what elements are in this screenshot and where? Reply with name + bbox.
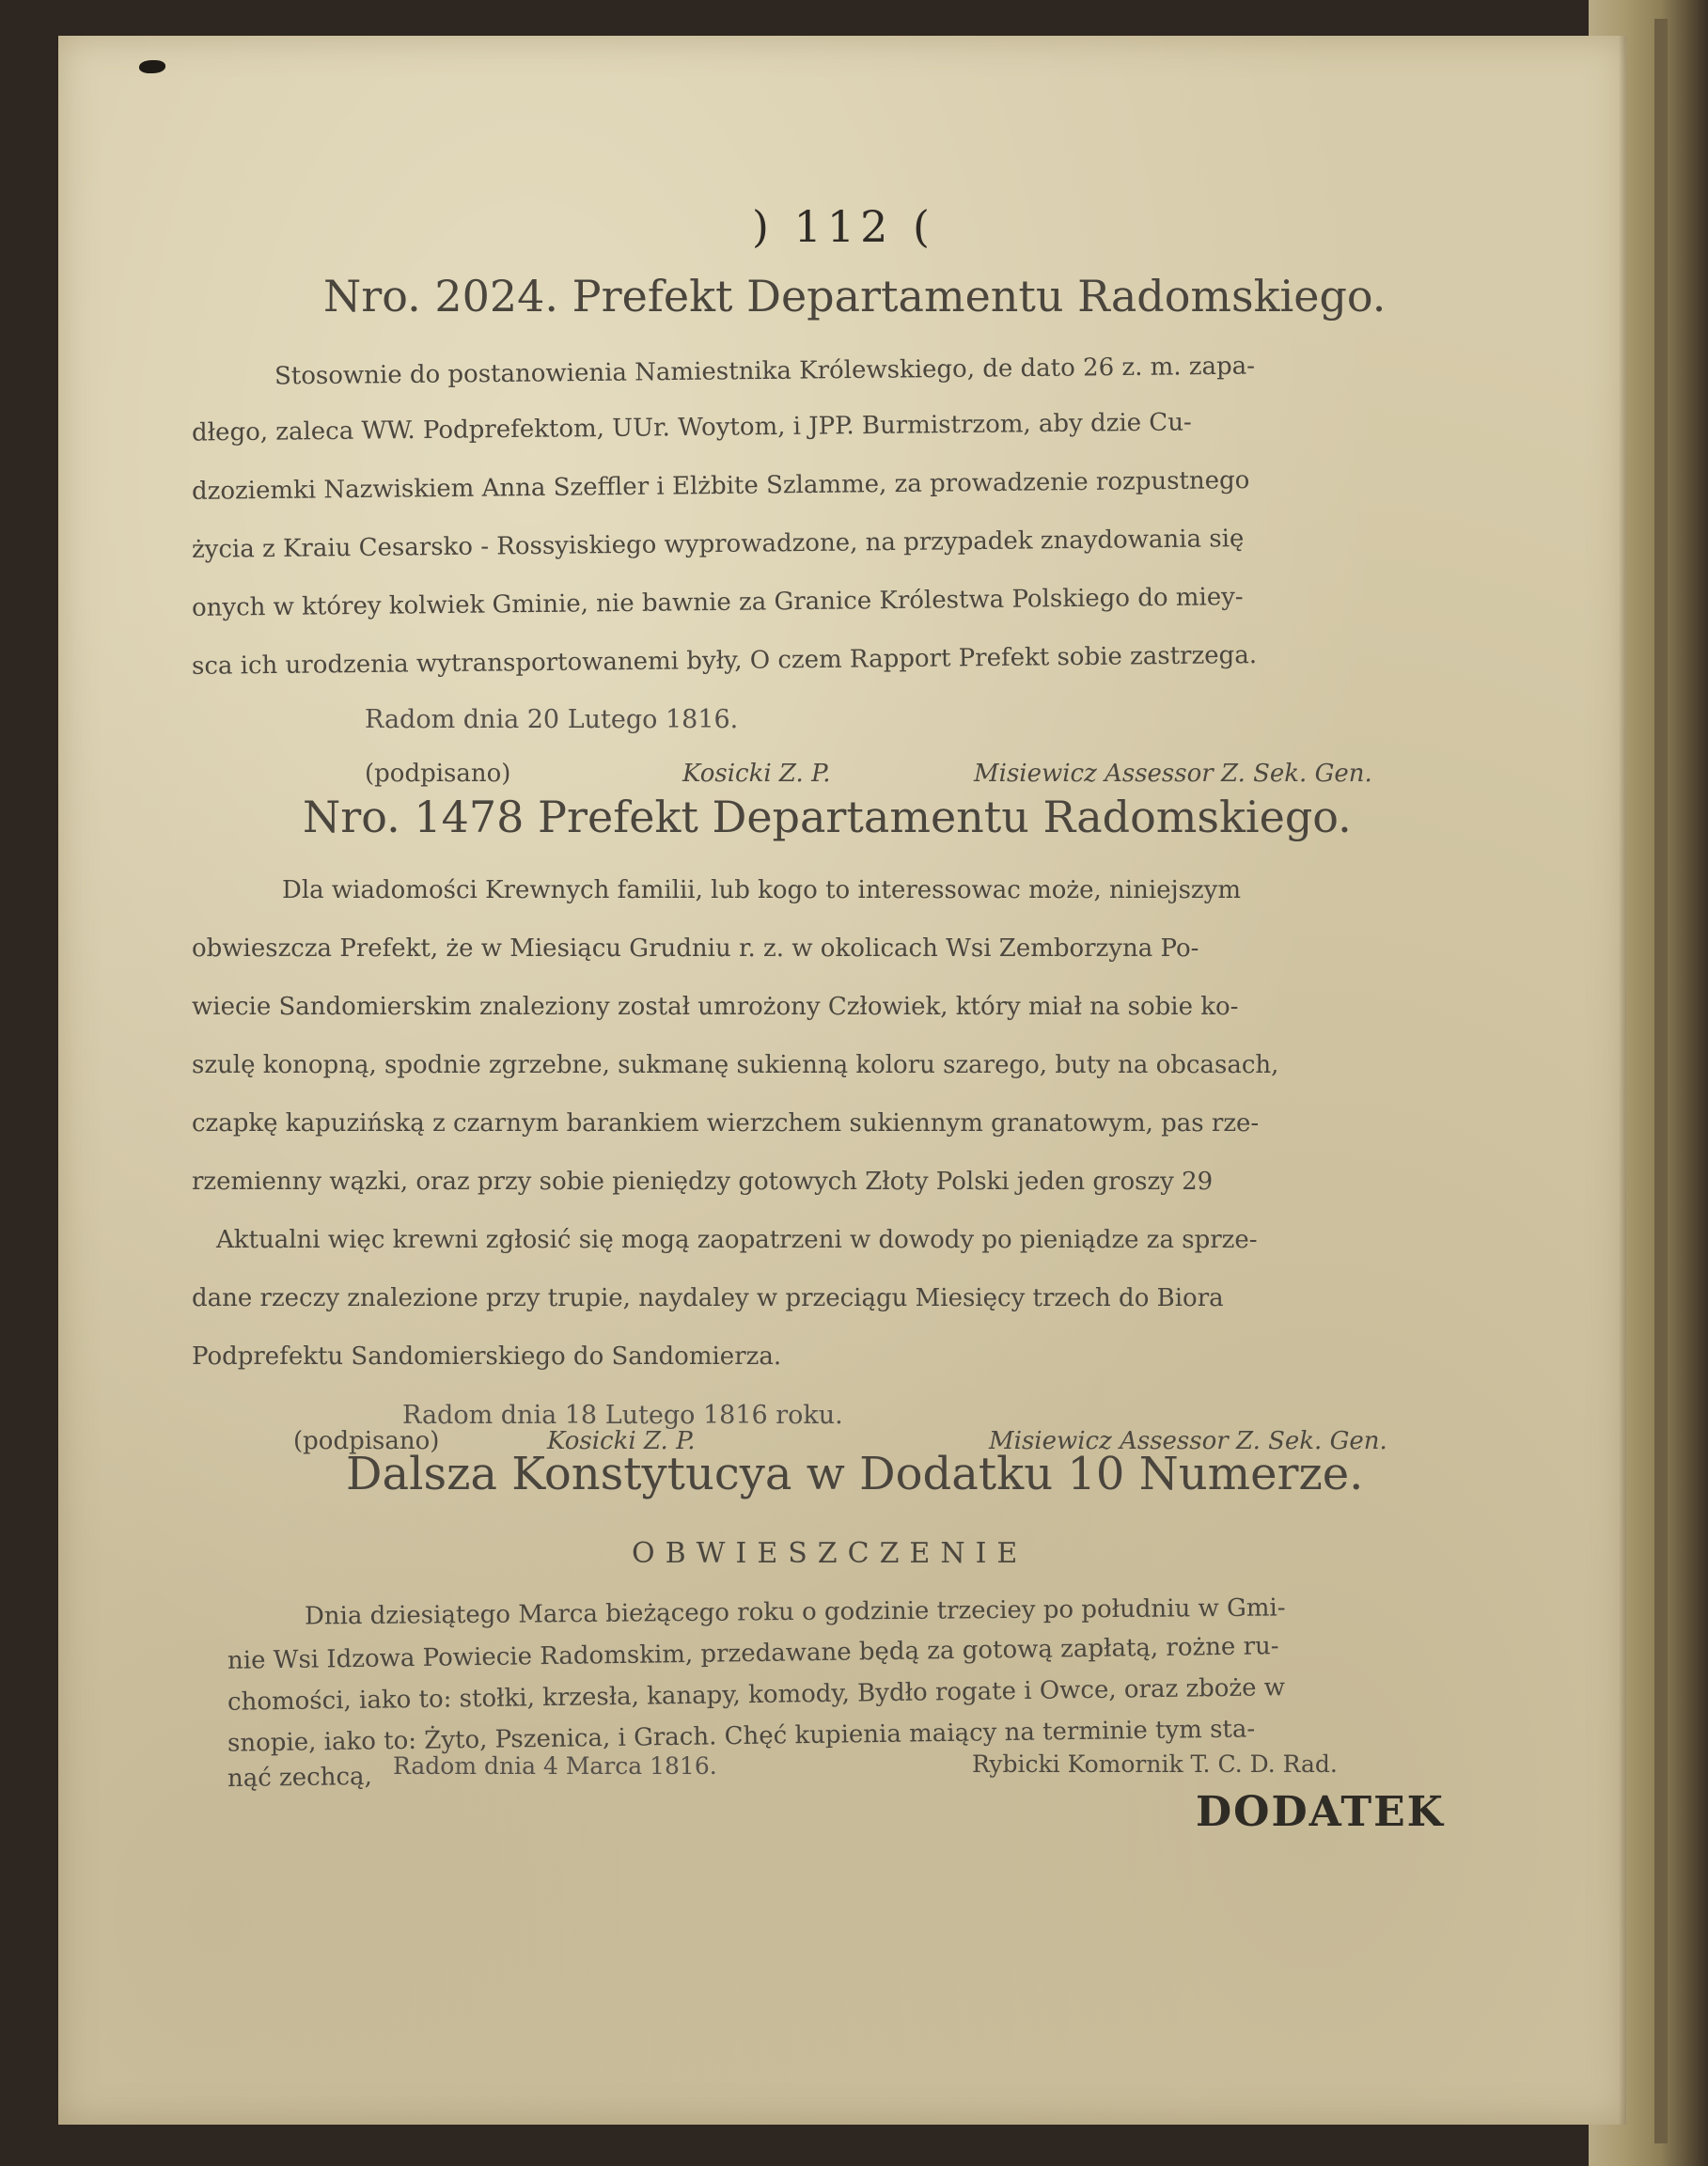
newspaper-page bbox=[58, 36, 1626, 2125]
notice-2-line: wiecie Sandomierskim znaleziony został umrożony Człowiek, który miał na sobie ko- bbox=[192, 993, 1239, 1021]
notice-1-line: sca ich urodzenia wytransportowanemi były, O czem Rapport Prefekt sobie zastrzega. bbox=[191, 641, 1258, 681]
notice-3-line: snopie, iako to: Żyto, Pszenica, i Grach. Chęć kupienia maiący na terminie tym sta- bbox=[227, 1715, 1256, 1758]
notice-1-signature-label: (podpisano) bbox=[365, 760, 511, 788]
notice-1-signature-assessor: Misiewicz Assessor Z. Sek. Gen. bbox=[974, 760, 1372, 788]
notice-2-line: rzemienny wązki, oraz przy sobie pieniędzy gotowych Złoty Polski jeden groszy 29 bbox=[192, 1168, 1214, 1196]
notice-2-date: Radom dnia 18 Lutego 1816 roku. bbox=[402, 1401, 843, 1430]
notice-3-line: nie Wsi Idzowa Powiecie Radomskim, przedawane będą za gotową zapłatą, rożne ru- bbox=[227, 1632, 1279, 1675]
notice-2-signature-label: (podpisano) bbox=[293, 1427, 440, 1455]
notice-1-line: życia z Kraiu Cesarsko - Rossyiskiego wyprowadzone, na przypadek znaydowania się bbox=[191, 525, 1245, 564]
notice-1-line: Stosownie do postanowienia Namiestnika Królewskiego, de dato 26 z. m. zapa- bbox=[274, 352, 1256, 391]
notice-1-line: dzoziemki Nazwiskiem Anna Szeffler i Elżbite Szlamme, za prowadzenie rozpustnego bbox=[191, 466, 1250, 506]
notice-3-line: chomości, iako to: stołki, krzesła, kanapy, komody, Bydło rogate i Owce, oraz zboże w bbox=[227, 1673, 1286, 1717]
notice-3-line: nąć zechcą, bbox=[227, 1762, 372, 1794]
notice-2-line: szulę konopną, spodnie zgrzebne, sukmanę sukienną koloru szarego, buty na obcasach, bbox=[192, 1051, 1279, 1079]
page-number: ) 112 ( bbox=[752, 201, 935, 252]
dodatek-label: DODATEK bbox=[1196, 1788, 1445, 1836]
notice-2-line: Podprefektu Sandomierskiego do Sandomierza. bbox=[192, 1342, 782, 1371]
notice-2-line: Aktualni więc krewni zgłosić się mogą zaopatrzeni w dowody po pieniądze za sprze- bbox=[216, 1226, 1258, 1254]
notice-1-date: Radom dnia 20 Lutego 1816. bbox=[365, 705, 739, 734]
notice-2-signature-assessor: Misiewicz Assessor Z. Sek. Gen. bbox=[989, 1427, 1387, 1455]
page-fold-shadow bbox=[1619, 36, 1626, 2125]
notice-1-signature-name: Kosicki Z. P. bbox=[682, 760, 831, 788]
notice-3-signature: Rybicki Komornik T. C. D. Rad. bbox=[972, 1750, 1338, 1778]
notice-1-heading: Nro. 2024. Prefekt Departamentu Radomskiego. bbox=[323, 271, 1387, 322]
notice-3-date: Radom dnia 4 Marca 1816. bbox=[393, 1752, 717, 1780]
notice-2-signature-name: Kosicki Z. P. bbox=[547, 1427, 696, 1455]
notice-2-line: obwieszcza Prefekt, że w Miesiącu Grudniu r. z. w okolicach Wsi Zemborzyna Po- bbox=[192, 934, 1199, 963]
notice-3-line: Dnia dziesiątego Marca bieżącego roku o godzinie trzeciey po południu w Gmi- bbox=[304, 1593, 1286, 1631]
obwieszczenie-title: OBWIESZCZENIE bbox=[632, 1537, 1028, 1570]
notice-2-heading: Nro. 1478 Prefekt Departamentu Radomskiego. bbox=[303, 792, 1352, 842]
notice-1-line: dłego, zaleca WW. Podprefektom, UUr. Woytom, i JPP. Burmistrzom, aby dzie Cu- bbox=[191, 408, 1192, 447]
ink-blot bbox=[139, 60, 165, 73]
notice-2-line: Dla wiadomości Krewnych familii, lub kogo to interessowac może, niniejszym bbox=[282, 876, 1241, 904]
continuation-heading: Dalsza Konstytucya w Dodatku 10 Numerze. bbox=[346, 1448, 1364, 1500]
notice-1-line: onych w którey kolwiek Gminie, nie bawnie za Granice Królestwa Polskiego do miey- bbox=[191, 583, 1244, 622]
notice-2-line: dane rzeczy znalezione przy trupie, naydaley w przeciągu Miesięcy trzech do Biora bbox=[192, 1284, 1224, 1312]
binding-edge-strip bbox=[1654, 19, 1668, 2143]
notice-2-line: czapkę kapuzińską z czarnym barankiem wierzchem sukiennym granatowym, pas rze- bbox=[192, 1109, 1260, 1138]
